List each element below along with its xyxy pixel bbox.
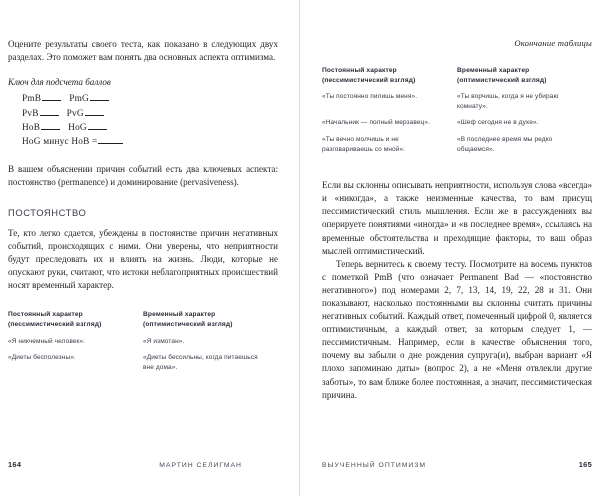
table-cell-permanent: «Начальник — полный мерзавец». bbox=[322, 119, 430, 127]
score-key-list bbox=[8, 92, 278, 150]
spacer bbox=[8, 150, 278, 163]
table-header-permanent: Постоянный характер (пессимистический взгляд) bbox=[8, 311, 102, 329]
score-key-blank[interactable] bbox=[85, 115, 104, 116]
running-footer-author: МАРТИН СЕЛИГМАН bbox=[159, 462, 242, 469]
table-cell-temporary: «Шеф сегодня не в духе». bbox=[457, 119, 539, 127]
score-key-row bbox=[22, 107, 278, 121]
running-footer-title: ВЫУЧЕННЫЙ ОПТИМИЗМ bbox=[322, 462, 427, 469]
table-header-temporary: Временный характер (оптимистический взгляд) bbox=[457, 67, 547, 84]
score-key-total-row bbox=[22, 135, 278, 149]
spacer bbox=[322, 161, 592, 179]
table-header-permanent: Постоянный характер (пессимистический взгляд) bbox=[322, 67, 416, 84]
right-paragraph-2: Теперь вернитесь к своему тесту. Посмотрите на восемь пунктов с пометкой PmB (что означает Permanent Bad — «постоянство негативного») под номерами 2, 7, 13, 14, 19, 22, 28 и 31. Они показывают, насколько постоянными вы склонны считать причины негативных событий. Каждый ответ, помеченный цифрой 0, является оптимистичным, а каждый ответ, за которым следует 1, — пессимистичным. Например, если в качестве объяснения того, почему вы забыли о дне рождения супруга(и), выбран вариант «Я плохо запоминаю даты» (вопрос 2), а не «Меня отвлекли другие заботы», то вам ближе более постоянная, а значит, пессимистическая причина. bbox=[322, 258, 592, 400]
aspects-paragraph: В вашем объяснении причин событий есть два ключевых аспекта: постоянство (permanence) и доминирование (pervasiveness). bbox=[8, 163, 278, 187]
permanence-paragraph: Те, кто легко сдается, убеждены в постоянстве причин негативных событий, происходящих с ними. Они уверены, что неприятности будут преследовать их и влиять на жизнь. Люди, которые не опускают руки, считают, что истоки неблагоприятных происшествий носят временный характер. bbox=[8, 228, 278, 291]
running-header-table-continued: Окончание таблицы bbox=[514, 38, 592, 48]
score-key-label-hog: HoG bbox=[68, 123, 87, 133]
score-key-label-pmg: PmG bbox=[69, 94, 89, 105]
table-cell-permanent: «Я никчемный человек». bbox=[8, 337, 86, 345]
score-key-row bbox=[22, 121, 278, 135]
table-row bbox=[322, 135, 592, 161]
score-key-label-pvg: PvG bbox=[66, 108, 84, 119]
spacer bbox=[8, 292, 278, 310]
table-header-row bbox=[8, 310, 278, 336]
permanence-table-left bbox=[8, 310, 278, 379]
score-key-blank[interactable] bbox=[40, 115, 59, 116]
table-row bbox=[322, 118, 592, 135]
score-key-label-hob: HoB bbox=[22, 123, 41, 133]
page-number-right: 165 bbox=[578, 460, 592, 469]
table-cell-temporary: «Диеты бессильны, когда питаешься вне дома». bbox=[143, 354, 258, 371]
table-row bbox=[322, 92, 592, 118]
score-key-blank[interactable] bbox=[90, 100, 109, 101]
left-page-footer bbox=[8, 460, 278, 469]
permanence-table-right bbox=[322, 66, 592, 161]
table-row bbox=[8, 337, 278, 354]
score-key-label-pmb: PmB bbox=[22, 94, 42, 105]
score-key-total-label: HoG минус HoB = bbox=[22, 137, 98, 148]
table-header-row bbox=[322, 66, 592, 92]
score-key-label-pvb: PvB bbox=[22, 108, 39, 119]
right-page-footer bbox=[322, 460, 592, 469]
table-cell-permanent: «Ты постоянно пилишь меня». bbox=[322, 93, 418, 101]
table-cell-permanent: «Диеты бесполезны». bbox=[8, 354, 76, 362]
table-header-temporary: Временный характер (оптимистический взгляд) bbox=[143, 311, 233, 329]
table-cell-permanent: «Ты вечно молчишь и не разговариваешь со мной». bbox=[322, 135, 406, 153]
score-key-blank[interactable] bbox=[88, 129, 107, 130]
score-key-title: Ключ для подсчета баллов bbox=[8, 77, 111, 88]
page-number-left: 164 bbox=[8, 460, 22, 469]
score-key-total-blank[interactable] bbox=[98, 143, 123, 144]
table-cell-temporary: «Я измотан». bbox=[143, 337, 185, 345]
section-heading-permanence: ПОСТОЯНСТВО bbox=[8, 207, 87, 218]
score-key-row bbox=[22, 92, 278, 106]
spacer bbox=[8, 64, 278, 77]
table-row bbox=[8, 353, 278, 379]
right-page bbox=[300, 0, 600, 496]
score-key-blank[interactable] bbox=[42, 100, 61, 101]
score-key-blank[interactable] bbox=[41, 129, 60, 130]
right-paragraph-1: Если вы склонны описывать неприятности, используя слова «всегда» и «никогда», а также неизменные качества, то вам присущ пессимистический стиль мышления. Если же в рассуждениях вы оперируете понятиями «иногда» и «в последнее время», ссылаясь на временные обстоятельства и преходящие факторы, то ваш образ мыслей оптимистический. bbox=[322, 180, 592, 256]
intro-paragraph: Оцените результаты своего теста, как показано в следующих двух разделах. Это поможет вам понять два основных аспекта оптимизма. bbox=[8, 39, 278, 63]
table-cell-temporary: «В последнее время мы редко общаемся». bbox=[457, 135, 553, 153]
table-cell-temporary: «Ты ворчишь, когда я не убираю комнату». bbox=[457, 93, 559, 110]
spacer bbox=[8, 189, 278, 207]
